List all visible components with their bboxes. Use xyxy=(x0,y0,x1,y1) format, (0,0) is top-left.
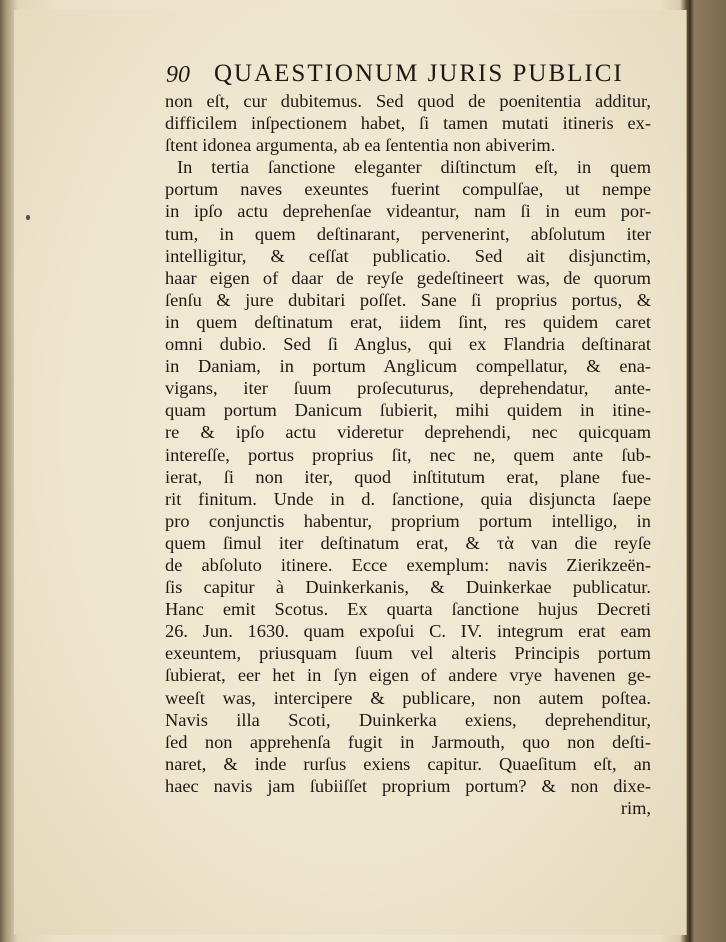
text-line: vigans, iter ſuum proſecuturus, deprehendatur, ante- xyxy=(165,378,651,399)
text-line: haar eigen of daar de reyſe gedeſtineert was, de quorum xyxy=(165,267,651,288)
text-line: intelligitur, & ceſſat publicatio. Sed ait disjunctim, xyxy=(165,245,651,266)
body-text xyxy=(165,90,651,819)
catchword: rim, xyxy=(620,798,651,818)
text-line: tum, in quem deſtinarant, pervenerint, abſolutum iter xyxy=(165,223,651,244)
text-line: rit finitum. Unde in d. ſanctione, quia disjuncta ſaepe xyxy=(165,488,651,509)
text-line: ierat, ſi non iter, quod inſtitutum erat, plane fue- xyxy=(165,466,651,487)
text-line: re & ipſo actu videretur deprehendi, nec quicquam xyxy=(165,422,651,443)
text-line: haec navis jam ſubiiſſet proprium portum? & non dixe- xyxy=(165,775,651,796)
text-line: ſenſu & jure dubitari poſſet. Sane ſi proprius portus, & xyxy=(165,289,651,310)
text-line: in ipſo actu deprehenſae videantur, nam ſi in eum por- xyxy=(165,201,651,222)
page-number: 90 xyxy=(166,62,190,88)
text-line: pro conjunctis habentur, proprium portum intelligo, in xyxy=(165,510,651,531)
ink-spot xyxy=(26,215,30,220)
text-line: 26. Jun. 1630. quam expoſui C. IV. integrum erat eam xyxy=(165,621,651,642)
text-line: ſed non apprehenſa fugit in Jarmouth, quo non deſti- xyxy=(165,731,651,752)
running-title: QUAESTIONUM JURIS PUBLICI xyxy=(214,60,624,87)
text-line: non eſt, cur dubitemus. Sed quod de poenitentia additur, xyxy=(165,91,651,111)
text-line: intereſſe, portus proprius ſit, nec ne, quem ante ſub- xyxy=(165,444,651,465)
text-line: difficilem inſpectionem habet, ſi tamen mutati itineris ex- xyxy=(165,113,651,134)
text-line: ſubierat, eer het in ſyn eigen of andere vrye havenen ge- xyxy=(165,665,651,686)
text-line: Navis illa Scoti, Duinkerka exiens, deprehenditur, xyxy=(165,709,651,730)
text-line: In tertia ſanctione eleganter diſtinctum eſt, in quem xyxy=(177,157,651,178)
text-line: portum naves exeuntes fuerint compulſae, ut nempe xyxy=(165,179,651,200)
text-line: Hanc emit Scotus. Ex quarta ſanctione hujus Decreti xyxy=(165,599,651,620)
page-header xyxy=(166,60,666,90)
text-line: exeuntem, priusquam ſuum vel alteris Principis portum xyxy=(165,643,651,664)
text-line: de abſoluto itinere. Ecce exemplum: navis Zierikzeën- xyxy=(165,554,651,575)
text-line: quam portum Danicum ſubierit, mihi quidem in itine- xyxy=(165,400,651,421)
text-line: ſis capitur à Duinkerkanis, & Duinkerkae publicatur. xyxy=(165,577,651,598)
text-line: in Daniam, in portum Anglicum compellatur, & ena- xyxy=(165,356,651,377)
text-line: weeſt was, intercipere & publicare, non autem poſtea. xyxy=(165,687,651,708)
text-line: ſtent idonea argumenta, ab ea ſententia non abiverim. xyxy=(165,135,556,156)
text-line: omni dubio. Sed ſi Anglus, qui ex Flandria deſtinarat xyxy=(165,334,651,355)
text-line: in quem deſtinatum erat, iidem ſint, res quidem caret xyxy=(165,311,651,332)
text-line: naret, & inde rurſus exiens capitur. Quaeſitum eſt, an xyxy=(165,753,651,774)
text-line: quem ſimul iter deſtinatum erat, & τὰ van die reyſe xyxy=(165,532,651,553)
